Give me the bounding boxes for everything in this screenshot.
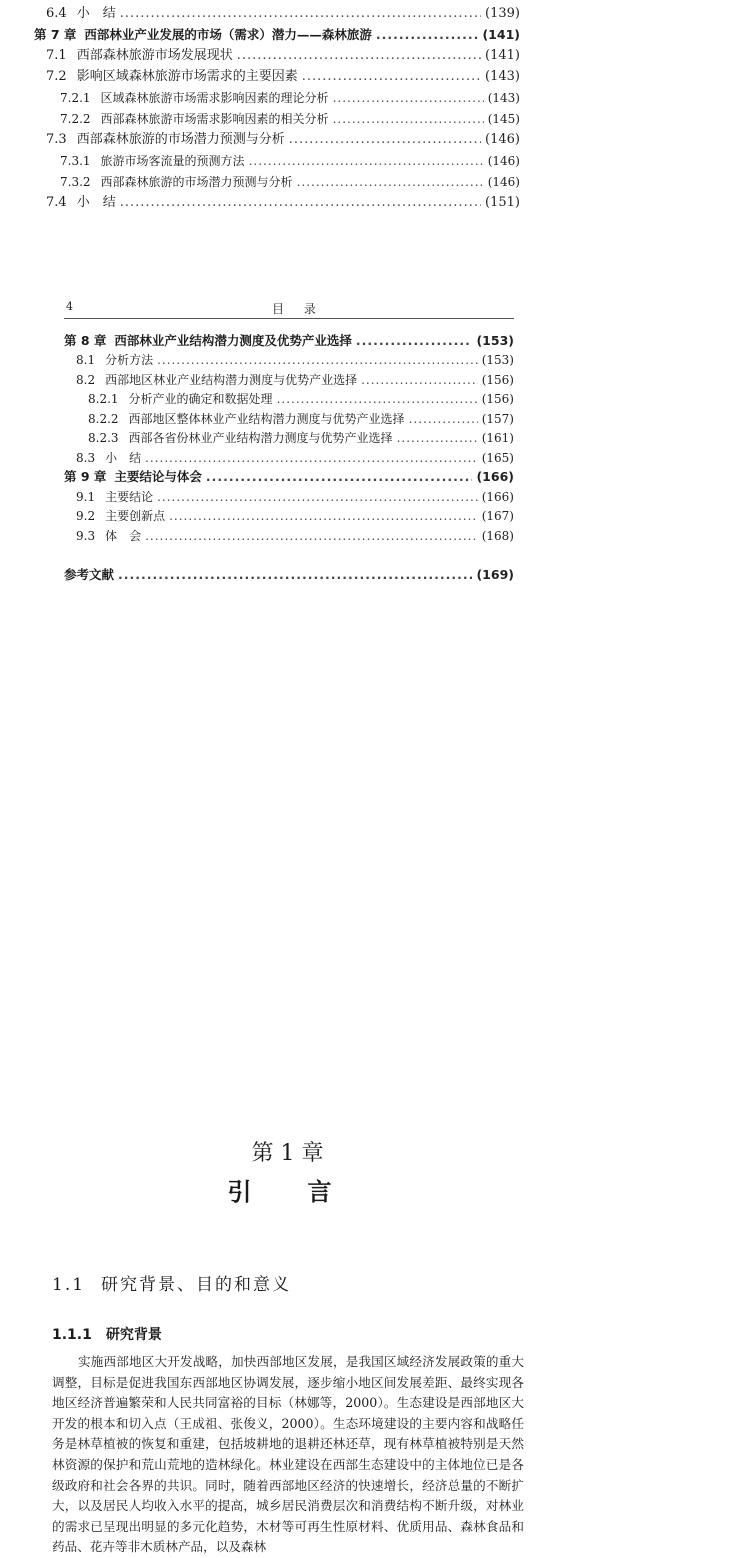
toc-leader-dots <box>333 89 484 107</box>
section-title: 研究背景、目的和意义 <box>101 1275 292 1295</box>
toc-entry-number: 7.3 <box>46 132 67 147</box>
toc-entry-title: 小 结 <box>76 6 116 21</box>
chapter-title: 引 言 <box>227 1177 348 1206</box>
toc-entry-page: (161) <box>481 431 514 445</box>
toc-entry-number: 7.2.2 <box>60 112 91 126</box>
toc-entry-number: 参考文献 <box>64 567 115 582</box>
page-number: 4 <box>66 300 73 313</box>
toc-entry[interactable] <box>60 89 520 107</box>
toc-leader-dots <box>289 131 481 149</box>
subsection-title: 研究背景 <box>105 1327 162 1343</box>
toc-leader-dots <box>409 410 478 428</box>
toc-entry[interactable] <box>46 194 520 212</box>
toc-entry[interactable] <box>76 507 514 525</box>
toc-entry-page: (168) <box>481 529 514 543</box>
toc-entry[interactable] <box>46 131 520 149</box>
toc-leader-dots <box>120 194 481 212</box>
toc-entry[interactable] <box>88 410 514 428</box>
toc-leader-dots <box>157 351 478 369</box>
toc-entry-page: (169) <box>476 567 514 582</box>
toc-entry-title: 小 结 <box>76 195 116 210</box>
toc-entry-number: 8.2.2 <box>88 412 119 426</box>
toc-leader-dots <box>249 152 484 170</box>
toc-entry-number: 7.3.2 <box>60 175 91 189</box>
toc-entry-title: 分析方法 <box>105 353 154 367</box>
toc-entry-page: (166) <box>481 490 514 504</box>
toc-entry[interactable] <box>46 68 520 86</box>
header-rule <box>64 318 514 319</box>
toc-entry-title: 主要创新点 <box>105 509 166 523</box>
toc-entry-page: (156) <box>481 392 514 406</box>
toc-entry-title: 主要结论 <box>105 490 154 504</box>
toc-leader-dots <box>157 488 478 506</box>
toc-entry-title: 体 会 <box>105 529 142 543</box>
chapter-number: 第 1 章 <box>251 1141 324 1166</box>
toc-entry-references[interactable] <box>64 566 514 584</box>
toc-entry-title: 分析产业的确定和数据处理 <box>128 392 273 406</box>
toc-leader-dots <box>361 371 478 389</box>
toc-entry-page: (166) <box>476 469 514 484</box>
toc-entry-number: 第 7 章 <box>34 27 77 42</box>
toc-entry-title: 旅游市场客流量的预测方法 <box>100 154 245 168</box>
toc-leader-dots <box>169 507 478 525</box>
toc-entry[interactable] <box>76 488 514 506</box>
toc-entry-page: (141) <box>485 48 520 63</box>
toc-entry-number: 9.2 <box>76 509 96 523</box>
toc-entry-title: 西部各省份林业产业结构潜力测度与优势产业选择 <box>128 431 393 445</box>
toc-entry-number: 8.3 <box>76 451 96 465</box>
toc-entry[interactable] <box>60 173 520 191</box>
toc-leader-dots <box>145 449 478 467</box>
toc-entry[interactable] <box>76 351 514 369</box>
toc-leader-dots <box>120 5 481 23</box>
body-paragraph: 实施西部地区大开发战略，加快西部地区发展，是我国区域经济发展政策的重大调整，目标是促进我国东西部地区协调发展，逐步缩小地区间发展差距、最终实现各地区经济普遍繁荣和人民共同富裕的目标（林娜等，2000）。生态建设是西部地区大开发的根本和切入点（王成祖、张俊义，2000）。生态环境建设的主要内容和战略任务是林草植被的恢复和重建，包括坡耕地的退耕还林还草，现有林草植被特别是天然林资源的保护和荒山荒地的造林绿化。林业建设在西部生态建设中的主体地位已是各级政府和社会各界的共识。同时，随着西部地区经济的快速增长，经济总量的不断扩大，以及居民人均收入水平的提高，城乡居民消费层次和消费结构不断升级，对林业的需求已呈现出明显的多元化趋势，木材等可再生性原材料、优质用品、森林食品和药品、花卉等非木质林产品，以及森林 <box>52 1354 524 1555</box>
toc-entry-chapter[interactable] <box>34 26 520 44</box>
toc-leader-dots <box>277 390 478 408</box>
toc-entry-page: (146) <box>487 175 520 189</box>
toc-entry-number: 7.2 <box>46 69 67 84</box>
toc-entry[interactable] <box>76 527 514 545</box>
toc-entry-number: 6.4 <box>46 6 67 21</box>
toc-entry[interactable] <box>76 371 514 389</box>
toc-entry-chapter[interactable] <box>64 468 514 486</box>
toc-entry-page: (165) <box>481 451 514 465</box>
toc-entry-title: 主要结论与体会 <box>114 469 202 484</box>
toc-entry[interactable] <box>76 449 514 467</box>
toc-leader-dots <box>206 468 473 486</box>
toc-entry-title: 西部地区整体林业产业结构潜力测度与优势产业选择 <box>128 412 405 426</box>
section-number: 1.1 <box>52 1275 86 1295</box>
toc-entry-title: 西部森林旅游市场需求影响因素的相关分析 <box>100 112 329 126</box>
toc-entry[interactable] <box>88 429 514 447</box>
toc-entry[interactable] <box>46 47 520 65</box>
toc-entry-number: 7.1 <box>46 48 67 63</box>
toc-entry-number: 9.3 <box>76 529 96 543</box>
toc-leader-dots <box>297 173 484 191</box>
toc-entry-number: 8.2 <box>76 373 96 387</box>
toc-entry-title: 区域森林旅游市场需求影响因素的理论分析 <box>100 91 329 105</box>
toc-entry-page: (143) <box>487 91 520 105</box>
toc-entry-title: 西部林业产业结构潜力测度及优势产业选择 <box>114 333 352 348</box>
toc-leader-dots <box>237 47 481 65</box>
toc-entry-page: (151) <box>485 195 520 210</box>
toc-entry-page: (153) <box>481 353 514 367</box>
toc-leader-dots <box>145 527 478 545</box>
toc-entry-number: 第 8 章 <box>64 333 107 348</box>
toc-entry-page: (141) <box>482 27 520 42</box>
toc-entry-page: (145) <box>487 112 520 126</box>
toc-entry-title: 西部地区林业产业结构潜力测度与优势产业选择 <box>105 373 358 387</box>
toc-entry-title: 小 结 <box>105 451 142 465</box>
toc-entry-number: 7.3.1 <box>60 154 91 168</box>
toc-entry[interactable] <box>60 110 520 128</box>
subsection-number: 1.1.1 <box>52 1327 92 1343</box>
toc-entry[interactable] <box>46 5 520 23</box>
toc-entry-number: 7.4 <box>46 195 67 210</box>
toc-entry-page: (156) <box>481 373 514 387</box>
toc-entry-number: 8.1 <box>76 353 96 367</box>
toc-entry-title: 影响区域森林旅游市场需求的主要因素 <box>76 69 298 84</box>
toc-entry-page: (167) <box>481 509 514 523</box>
toc-entry-title: 西部森林旅游的市场潜力预测与分析 <box>100 175 293 189</box>
section-heading <box>52 1270 291 1295</box>
toc-entry-page: (146) <box>487 154 520 168</box>
toc-entry-title: 西部林业产业发展的市场（需求）潜力——森林旅游 <box>84 27 372 42</box>
toc-entry-page: (153) <box>476 333 514 348</box>
toc-leader-dots <box>397 429 478 447</box>
toc-leader-dots <box>376 26 479 44</box>
toc-leader-dots <box>118 566 472 584</box>
toc-entry-number: 7.2.1 <box>60 91 91 105</box>
toc-entry-number: 8.2.3 <box>88 431 119 445</box>
toc-leader-dots <box>333 110 484 128</box>
toc-entry-number: 第 9 章 <box>64 469 107 484</box>
toc-entry[interactable] <box>88 390 514 408</box>
toc-entry-page: (157) <box>481 412 514 426</box>
toc-entry-chapter[interactable] <box>64 332 514 350</box>
toc-entry-page: (143) <box>485 69 520 84</box>
toc-leader-dots <box>356 332 473 350</box>
toc-entry-title: 西部森林旅游的市场潜力预测与分析 <box>76 132 285 147</box>
toc-entry[interactable] <box>60 152 520 170</box>
subsection-heading <box>52 1324 162 1344</box>
toc-entry-title: 西部森林旅游市场发展现状 <box>76 48 233 63</box>
running-title: 目 录 <box>272 302 324 316</box>
toc-leader-dots <box>302 68 481 86</box>
toc-entry-number: 9.1 <box>76 490 96 504</box>
toc-entry-number: 8.2.1 <box>88 392 119 406</box>
toc-entry-page: (139) <box>485 6 520 21</box>
toc-entry-page: (146) <box>485 132 520 147</box>
